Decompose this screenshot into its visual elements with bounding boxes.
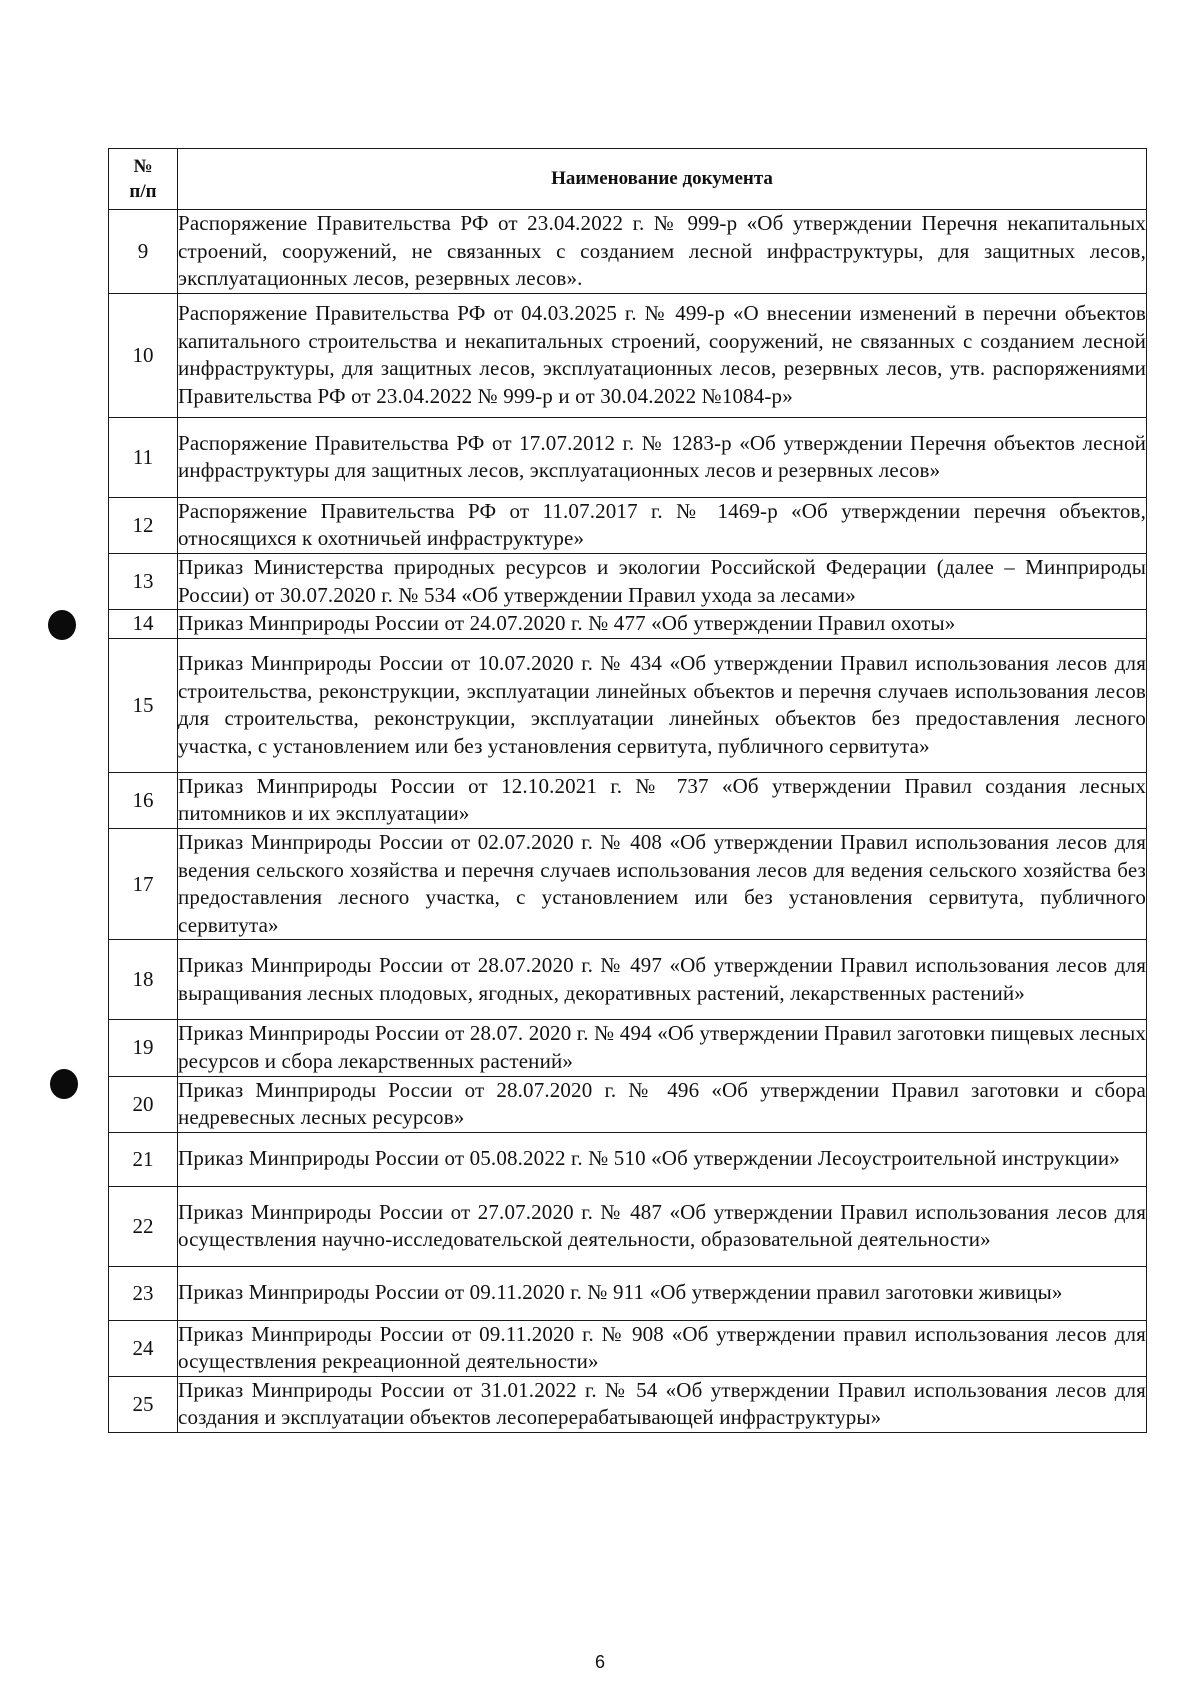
table-row — [109, 293, 1147, 417]
row-document-name: Приказ Минприроды России от 02.07.2020 г. № 408 «Об утверждении Правил использования лесов для ведения сельского хозяйства и перечня случаев использования лесов для ведения сельского хозяйства без предоставления лесного участка, с установлением или без установления сервитута, публичного сервитута» — [178, 828, 1147, 939]
row-number: 16 — [109, 772, 178, 828]
row-number: 24 — [109, 1320, 178, 1376]
table-row — [109, 638, 1147, 772]
column-header-number — [109, 149, 178, 210]
row-number: 23 — [109, 1266, 178, 1320]
row-number: 20 — [109, 1076, 178, 1132]
row-number: 9 — [109, 210, 178, 294]
row-document-name: Приказ Минприроды России от 27.07.2020 г. № 487 «Об утверждении Правил использования лесов для осуществления научно-исследовательской деятельности, образовательной деятельности» — [178, 1186, 1147, 1266]
table-row — [109, 553, 1147, 609]
row-document-name: Приказ Минприроды России от 28.07. 2020 г. № 494 «Об утверждении Правил заготовки пищевых лесных ресурсов и сбора лекарственных растений» — [178, 1020, 1147, 1076]
row-number: 22 — [109, 1186, 178, 1266]
row-number: 15 — [109, 638, 178, 772]
page-number: 6 — [594, 1652, 605, 1672]
table-row — [109, 1020, 1147, 1076]
row-document-name: Приказ Минприроды России от 10.07.2020 г. № 434 «Об утверждении Правил использования лесов для строительства, реконструкции, эксплуатации линейных объектов и перечня случаев использования лесов для строительства, реконструкции, эксплуатации линейных объектов без предоставления лесного участка, с установлением или без установления сервитута, публичного сервитута» — [178, 638, 1147, 772]
row-number: 13 — [109, 553, 178, 609]
table-row — [109, 1186, 1147, 1266]
row-number: 25 — [109, 1376, 178, 1432]
row-number: 10 — [109, 293, 178, 417]
table-row — [109, 1266, 1147, 1320]
row-document-name: Приказ Министерства природных ресурсов и экологии Российской Федерации (далее – Минприроды России) от 30.07.2020 г. № 534 «Об утверждении Правил ухода за лесами» — [178, 553, 1147, 609]
row-document-name: Распоряжение Правительства РФ от 17.07.2012 г. № 1283-р «Об утверждении Перечня объектов лесной инфраструктуры для защитных лесов, эксплуатационных лесов и резервных лесов» — [178, 417, 1147, 497]
row-number: 11 — [109, 417, 178, 497]
column-header-document-name: Наименование документа — [178, 149, 1147, 210]
row-document-name: Приказ Минприроды России от 28.07.2020 г. № 497 «Об утверждении Правил использования лесов для выращивания лесных плодовых, ягодных, декоративных растений, лекарственных растений» — [178, 940, 1147, 1020]
table-body — [109, 210, 1147, 1433]
row-document-name: Приказ Минприроды России от 09.11.2020 г. № 908 «Об утверждении правил использования лесов для осуществления рекреационной деятельности» — [178, 1320, 1147, 1376]
table-row — [109, 417, 1147, 497]
row-document-name: Приказ Минприроды России от 31.01.2022 г. № 54 «Об утверждении Правил использования лесов для создания и эксплуатации объектов лесоперерабатывающей инфраструктуры» — [178, 1376, 1147, 1432]
table-row — [109, 1132, 1147, 1186]
table-header-row — [109, 149, 1147, 210]
table-row — [109, 210, 1147, 294]
row-document-name: Приказ Минприроды России от 28.07.2020 г. № 496 «Об утверждении Правил заготовки и сбора недревесных лесных ресурсов» — [178, 1076, 1147, 1132]
table-row — [109, 940, 1147, 1020]
row-document-name: Распоряжение Правительства РФ от 04.03.2025 г. № 499-р «О внесении изменений в перечни объектов капитального строительства и некапитальных строений, сооружений, не связанных с созданием лесной инфраструктуры, для защитных лесов, эксплуатационных лесов, резервных лесов, утв. распоряжениями Правительства РФ от 23.04.2022 № 999-р и от 30.04.2022 №1084-р» — [178, 293, 1147, 417]
table-row — [109, 497, 1147, 553]
table-row — [109, 1076, 1147, 1132]
row-document-name: Распоряжение Правительства РФ от 11.07.2017 г. № 1469-р «Об утверждении перечня объектов, относящихся к охотничьей инфраструктуре» — [178, 497, 1147, 553]
row-number: 17 — [109, 828, 178, 939]
hole-punch-mark-bottom — [50, 1069, 78, 1099]
row-number: 21 — [109, 1132, 178, 1186]
documents-table — [108, 148, 1147, 1433]
table-row — [109, 610, 1147, 639]
row-number: 12 — [109, 497, 178, 553]
row-document-name: Приказ Минприроды России от 12.10.2021 г. № 737 «Об утверждении Правил создания лесных питомников и их эксплуатации» — [178, 772, 1147, 828]
hole-punch-mark-top — [48, 610, 76, 640]
row-document-name: Приказ Минприроды России от 09.11.2020 г. № 911 «Об утверждении правил заготовки живицы» — [178, 1266, 1147, 1320]
column-header-number-abbr: п/п — [129, 181, 157, 202]
row-number: 18 — [109, 940, 178, 1020]
table-row — [109, 828, 1147, 939]
row-document-name: Приказ Минприроды России от 24.07.2020 г. № 477 «Об утверждении Правил охоты» — [178, 610, 1147, 639]
row-document-name: Приказ Минприроды России от 05.08.2022 г. № 510 «Об утверждении Лесоустроительной инструкции» — [178, 1132, 1147, 1186]
row-number: 14 — [109, 610, 178, 639]
column-header-number-symbol: № — [133, 156, 153, 177]
table-row — [109, 1320, 1147, 1376]
table-row — [109, 1376, 1147, 1432]
table-row — [109, 772, 1147, 828]
row-document-name: Распоряжение Правительства РФ от 23.04.2022 г. № 999-р «Об утверждении Перечня некапитальных строений, сооружений, не связанных с созданием лесной инфраструктуры, для защитных лесов, эксплуатационных лесов, резервных лесов». — [178, 210, 1147, 294]
row-number: 19 — [109, 1020, 178, 1076]
